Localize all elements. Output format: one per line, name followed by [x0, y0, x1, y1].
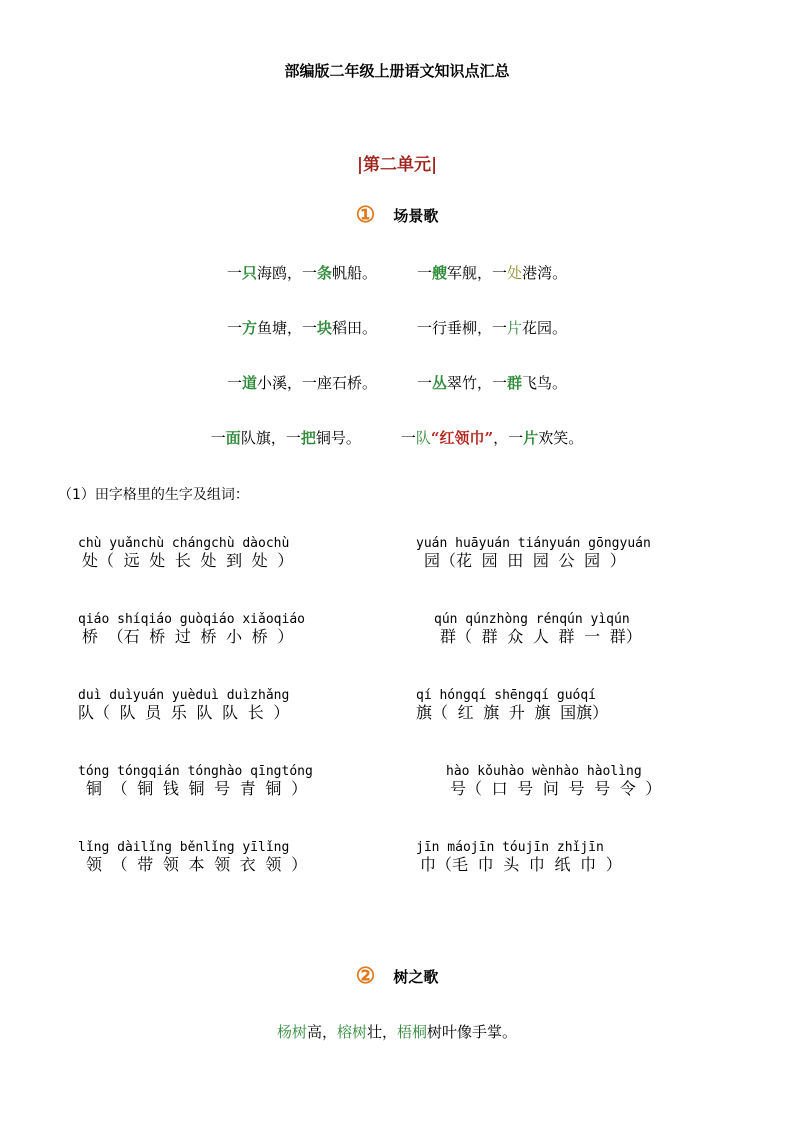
line-text: 海鸥，一: [256, 264, 317, 282]
line-text: 稻田。: [332, 319, 378, 337]
highlighted-word: 丛: [432, 374, 448, 392]
poem-line: [0, 427, 794, 448]
vocab-pinyin: qiáo shíqiáo guòqiáo xiǎoqiáo: [78, 612, 305, 627]
vocab-pinyin: jīn máojīn tóujīn zhǐjīn: [416, 840, 604, 855]
line-text: 小溪，一座石桥。: [256, 374, 377, 392]
vocab-hanzi: 队（ 队 员 乐 队 队 长 ）: [78, 703, 290, 722]
highlighted-word: 块: [316, 319, 332, 337]
highlighted-word: 群: [507, 374, 523, 392]
line-text: 一: [416, 374, 432, 392]
vocab-pinyin: hào kǒuhào wènhào hàolìng: [446, 764, 642, 779]
vocab-hanzi: 旗（ 红 旗 升 旗 国旗）: [416, 703, 609, 722]
section-1-heading: [0, 202, 794, 228]
line-text: 军舰，一: [447, 264, 508, 282]
section-number-badge: ②: [355, 963, 376, 989]
vocab-pinyin: qún qúnzhòng rénqún yìqún: [434, 612, 630, 627]
vocab-pinyin: tóng tóngqián tónghào qīngtóng: [78, 764, 313, 779]
highlighted-word: 处: [507, 264, 523, 282]
section-title: 场景歌: [393, 206, 439, 225]
unit-heading: |第二单元|: [356, 155, 438, 175]
vocab-pinyin: lǐng dàilǐng běnlǐng yīlǐng: [78, 840, 290, 855]
line-text: 壮，: [367, 1023, 398, 1041]
document-title: 部编版二年级上册语文知识点汇总: [284, 62, 510, 80]
vocab-pinyin: qí hóngqí shēngqí guóqí: [416, 688, 597, 703]
line-text: 高，: [306, 1023, 337, 1041]
vocab-hanzi: 桥 （石 桥 过 桥 小 桥 ）: [82, 627, 294, 646]
highlighted-word: 榕树: [336, 1023, 367, 1041]
line-text: 一: [417, 264, 433, 282]
line-text: 翠竹，一: [447, 374, 508, 392]
vocab-hanzi: 园（花 园 田 园 公 园 ）: [424, 551, 626, 570]
line-text: 一: [226, 374, 242, 392]
highlighted-word: 只: [241, 264, 257, 282]
highlighted-word: 条: [316, 264, 332, 282]
highlighted-word: 把: [300, 429, 316, 447]
line-text: 队旗，一: [240, 429, 301, 447]
line-text: 一行垂柳，一: [417, 319, 508, 337]
vocab-pinyin: chù yuǎnchù chángchù dàochù: [78, 536, 290, 551]
highlighted-word: 片: [523, 429, 539, 447]
line-text: 一: [210, 429, 226, 447]
line-text: 树叶像手掌。: [427, 1023, 518, 1041]
highlighted-word: “红领巾”: [430, 429, 494, 447]
highlighted-word: 面: [225, 429, 241, 447]
highlighted-word: 杨树: [276, 1023, 307, 1041]
line-text: 欢笑。: [538, 429, 584, 447]
poem-line: [0, 1021, 794, 1042]
section-title: 树之歌: [393, 967, 439, 986]
vocab-hanzi: 处（ 远 处 长 处 到 处 ）: [82, 551, 294, 570]
vocab-pinyin: yuán huāyuán tiányuán gōngyuán: [416, 536, 651, 551]
section-2-heading: [0, 963, 794, 989]
line-text: ，一: [493, 429, 524, 447]
line-text: 鱼塘，一: [256, 319, 317, 337]
highlighted-word: 片: [507, 319, 523, 337]
poem-line: [0, 262, 794, 283]
vocab-pinyin: duì duìyuán yuèduì duìzhǎng: [78, 688, 290, 703]
line-text: 港湾。: [522, 264, 568, 282]
line-text: 一: [400, 429, 416, 447]
line-text: 飞鸟。: [522, 374, 568, 392]
highlighted-word: 道: [241, 374, 257, 392]
poem-line: [0, 372, 794, 393]
line-text: 一: [226, 264, 242, 282]
exercise-label: （1）田字格里的生字及组词：: [58, 487, 249, 503]
vocab-hanzi: 号（ 口 号 问 号 号 令 ）: [450, 779, 662, 798]
highlighted-word: 方: [241, 319, 257, 337]
vocab-hanzi: 巾（毛 巾 头 巾 纸 巾 ）: [420, 855, 622, 874]
line-text: 铜号。: [315, 429, 361, 447]
poem-line: [0, 317, 794, 338]
highlighted-word: 梧桐: [397, 1023, 428, 1041]
vocab-hanzi: 领 （ 带 领 本 领 衣 领 ）: [86, 855, 308, 874]
vocab-hanzi: 铜 （ 铜 钱 铜 号 青 铜 ）: [86, 779, 308, 798]
line-text: 花园。: [522, 319, 568, 337]
line-text: 一: [226, 319, 242, 337]
highlighted-word: 队: [415, 429, 431, 447]
vocab-hanzi: 群（ 群 众 人 群 一 群）: [440, 627, 642, 646]
highlighted-word: 艘: [432, 264, 448, 282]
line-text: 帆船。: [331, 264, 377, 282]
section-number-badge: ①: [355, 202, 376, 228]
